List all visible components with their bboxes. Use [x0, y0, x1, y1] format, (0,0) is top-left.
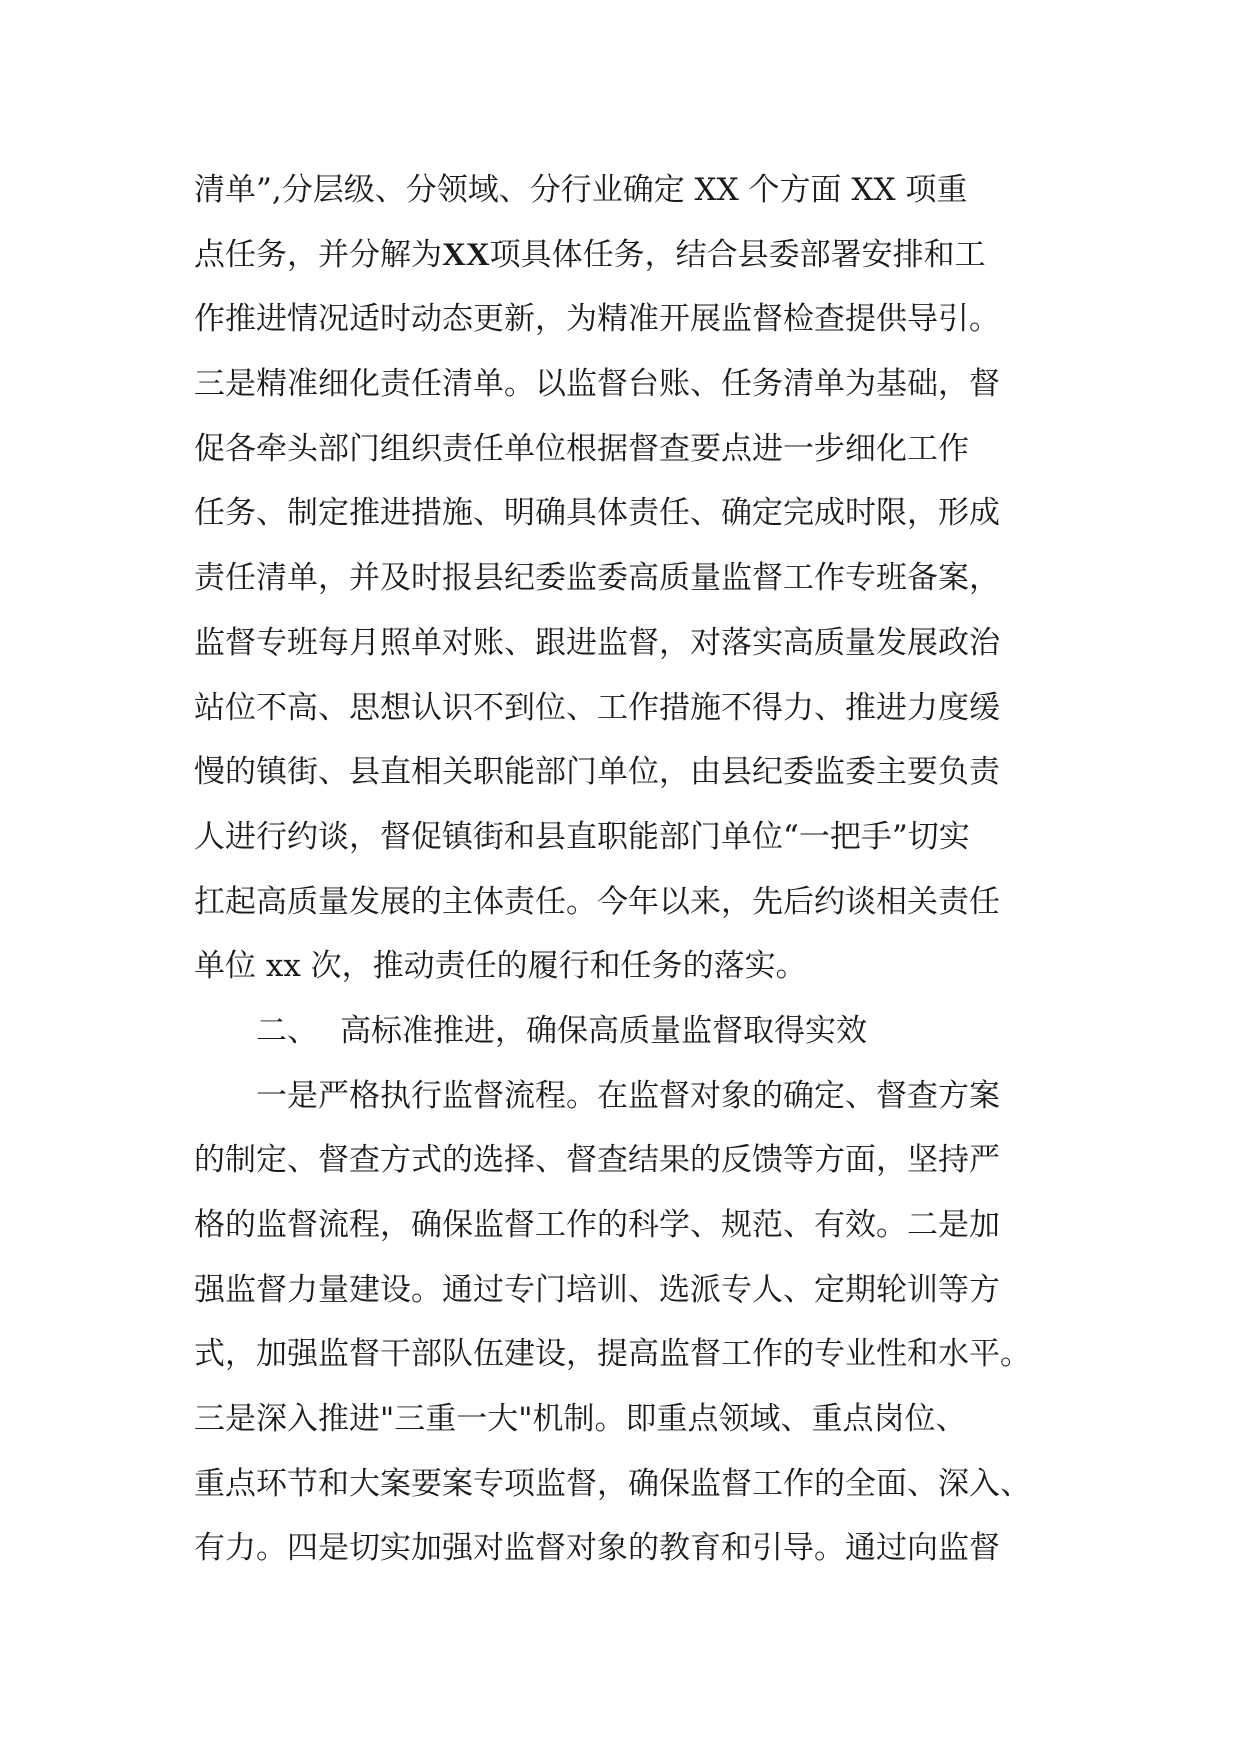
section-heading-text: 高标准推进，确保高质量监督取得实效	[340, 1012, 867, 1049]
text-line-content: 慢的镇街、县直相关职能部门单位，由县纪委监委主要负责	[194, 754, 1000, 791]
text-line-content: 扛起高质量发展的主体责任。今年以来，先后约谈相关责任	[194, 883, 1000, 920]
text-line	[194, 611, 1054, 676]
text-line	[194, 481, 1054, 546]
text-line-content: 重点环节和大案要案专项监督，确保监督工作的全面、深入、	[194, 1465, 1031, 1502]
text-line-content: 项具体任务，结合县委部署安排和工	[489, 236, 986, 273]
text-line	[194, 1322, 1054, 1387]
text-line-content: 作推进情况适时动态更新，为精准开展监督检查提供导引。	[194, 301, 1000, 338]
text-line-content: 三是深入推进"三重一大"机制。即重点领域、重点岗位、	[194, 1401, 967, 1438]
text-line-content: 有力。四是切实加强对监督对象的教育和引导。通过向监督	[194, 1530, 1000, 1567]
text-line-content: 单位 xx 次，推动责任的履行和任务的落实。	[194, 948, 807, 985]
text-line	[194, 934, 1054, 999]
text-line	[194, 805, 1054, 870]
text-line	[194, 1193, 1054, 1258]
text-line-content: 促各牵头部门组织责任单位根据督查要点进一步细化工作	[194, 430, 969, 467]
text-line-content: 格的监督流程，确保监督工作的科学、规范、有效。二是加	[194, 1207, 1000, 1243]
text-line	[194, 1452, 1054, 1517]
text-line	[194, 1064, 1054, 1129]
text-line-content: 责任清单，并及时报县纪委监委高质量监督工作专班备案，	[194, 560, 1000, 597]
text-line-content: 人进行约谈，督促镇街和县直职能部门单位“一把手”切实	[194, 818, 970, 855]
text-line	[194, 870, 1054, 935]
text-line	[194, 546, 1054, 611]
text-line	[194, 158, 1054, 223]
text-line	[194, 1387, 1054, 1452]
text-line-content: 任务、制定推进措施、明确具体责任、确定完成时限，形成	[194, 495, 1000, 532]
text-line-content: 式，加强监督干部队伍建设，提高监督工作的专业性和水平。	[194, 1336, 1031, 1373]
text-line	[194, 1516, 1054, 1581]
section-heading	[194, 999, 1054, 1064]
text-line-content: 清单”,分层级、分领域、分行业确定 XX 个方面 XX 项重	[194, 172, 968, 208]
text-line-content: 三是精准细化责任清单。以监督台账、任务清单为基础，督	[194, 366, 1000, 403]
section-heading-number: 二、	[256, 1012, 318, 1049]
text-line	[194, 676, 1054, 741]
text-line	[194, 417, 1054, 482]
text-line-content: 的制定、督查方式的选择、督查结果的反馈等方面，坚持严	[194, 1142, 1000, 1179]
text-line	[194, 1128, 1054, 1193]
text-line	[194, 352, 1054, 417]
bold-count-value: XX	[442, 236, 490, 273]
text-line	[194, 740, 1054, 805]
text-line-content: 点任务，并分解为	[194, 236, 442, 273]
text-line	[194, 223, 1054, 288]
document-body	[194, 158, 1054, 1581]
text-line	[194, 287, 1054, 352]
text-line-content: 站位不高、思想认识不到位、工作措施不得力、推进力度缓	[194, 689, 1000, 726]
text-line	[194, 1258, 1054, 1323]
text-line-content: 一是严格执行监督流程。在监督对象的确定、督查方案	[256, 1077, 1000, 1114]
text-line-content: 强监督力量建设。通过专门培训、选派专人、定期轮训等方	[194, 1271, 1000, 1308]
text-line-content: 监督专班每月照单对账、跟进监督，对落实高质量发展政治	[194, 624, 1000, 661]
